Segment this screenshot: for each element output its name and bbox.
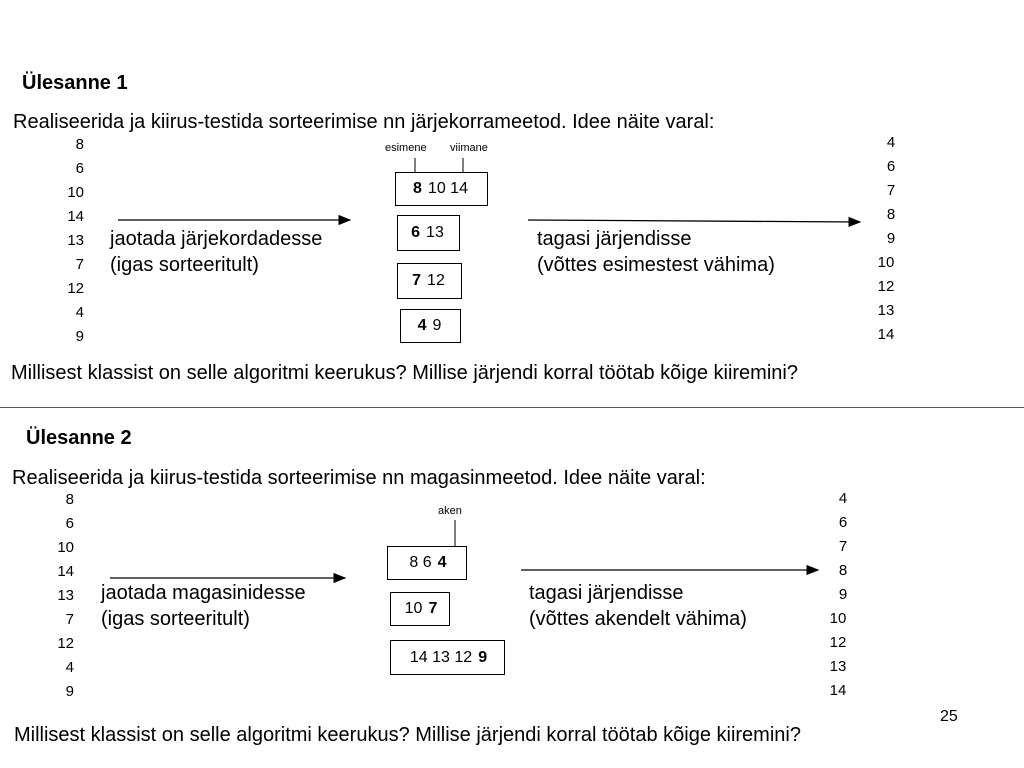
- task1-distribute-label: [110, 226, 322, 278]
- merge-text: tagasi järjendisse: [537, 228, 692, 250]
- list-item: 12: [829, 634, 847, 651]
- distribute-text: jaotada magasinidesse: [101, 582, 306, 604]
- list-item: 14: [877, 326, 895, 343]
- section-divider: [0, 407, 1024, 408]
- queue-box: [397, 263, 462, 299]
- queue-box: [397, 215, 460, 251]
- queue-head: 4: [417, 317, 427, 334]
- page-number: 25: [940, 708, 958, 725]
- list-item: 8: [75, 136, 84, 153]
- queue-rest: 12: [427, 272, 445, 289]
- task2-title: Ülesanne 2: [26, 427, 132, 449]
- merge-note: (võttes akendelt vähima): [529, 608, 747, 630]
- task1-title: Ülesanne 1: [22, 72, 128, 94]
- list-item: 6: [65, 515, 74, 532]
- queue-rest: 10 14: [427, 180, 468, 197]
- stack-top: 7: [428, 600, 438, 617]
- distribute-note: (igas sorteeritult): [110, 254, 259, 276]
- distribute-note: (igas sorteeritult): [101, 608, 250, 630]
- task2-question: Millisest klassist on selle algoritmi keerukus? Millise järjendi korral töötab kõige kiiremini?: [14, 724, 801, 746]
- list-item: 12: [877, 278, 895, 295]
- stack-top: 9: [478, 648, 488, 666]
- queue-box: [395, 172, 488, 206]
- list-item: 4: [886, 134, 896, 151]
- merge-note: (võttes esimestest vähima): [537, 254, 775, 276]
- list-item: 10: [67, 184, 84, 201]
- arrow-merge-1: [528, 220, 860, 222]
- list-item: 14: [829, 682, 847, 699]
- list-item: 12: [57, 635, 74, 652]
- queue-rest: 13: [426, 224, 444, 241]
- list-item: 8: [886, 206, 896, 223]
- list-item: 13: [57, 587, 74, 604]
- list-item: 7: [886, 182, 896, 199]
- label-last: viimane: [450, 142, 488, 154]
- distribute-text: jaotada järjekordadesse: [110, 228, 323, 250]
- stack-rest: 8 6: [409, 554, 432, 571]
- queue-rest: 9: [432, 317, 442, 334]
- list-item: 9: [65, 683, 74, 700]
- list-item: 4: [838, 490, 848, 507]
- stack-top: 4: [437, 554, 447, 571]
- list-item: 13: [829, 658, 847, 675]
- queue-head: 6: [411, 224, 421, 241]
- queue-box: [400, 309, 461, 343]
- queue-head: 7: [412, 272, 422, 289]
- stack-rest: 10: [404, 600, 423, 617]
- stack-box: [390, 640, 505, 675]
- list-item: 7: [65, 611, 74, 628]
- queue-head: 8: [413, 180, 422, 197]
- list-item: 7: [838, 538, 848, 555]
- task2-merge-label: [529, 580, 747, 632]
- list-item: 14: [67, 208, 84, 225]
- merge-text: tagasi järjendisse: [529, 582, 684, 604]
- task1-merge-label: [537, 226, 775, 278]
- list-item: 6: [838, 514, 848, 531]
- task2-distribute-label: [101, 580, 306, 632]
- label-first: esimene: [385, 142, 427, 154]
- stack-box: [390, 592, 450, 626]
- list-item: 7: [75, 256, 84, 273]
- list-item: 9: [75, 328, 84, 345]
- list-item: 6: [75, 160, 84, 177]
- label-window: aken: [438, 505, 462, 517]
- list-item: 4: [65, 659, 74, 676]
- list-item: 13: [877, 302, 895, 319]
- list-item: 12: [67, 280, 84, 297]
- list-item: 8: [838, 562, 848, 579]
- list-item: 14: [57, 563, 74, 580]
- list-item: 9: [886, 230, 896, 247]
- list-item: 10: [829, 610, 847, 627]
- stack-rest: 14 13 12: [409, 648, 473, 666]
- task1-intro: Realiseerida ja kiirus-testida sorteerimise nn järjekorrameetod. Idee näite varal:: [13, 111, 715, 133]
- list-item: 13: [67, 232, 84, 249]
- list-item: 9: [838, 586, 848, 603]
- list-item: 6: [886, 158, 896, 175]
- list-item: 4: [75, 304, 84, 321]
- task2-intro: Realiseerida ja kiirus-testida sorteerimise nn magasinmeetod. Idee näite varal:: [12, 467, 706, 489]
- list-item: 8: [65, 491, 74, 508]
- task1-question: Millisest klassist on selle algoritmi keerukus? Millise järjendi korral töötab kõige kiiremini?: [11, 362, 798, 384]
- list-item: 10: [57, 539, 74, 556]
- stack-box: [387, 546, 467, 580]
- list-item: 10: [877, 254, 895, 271]
